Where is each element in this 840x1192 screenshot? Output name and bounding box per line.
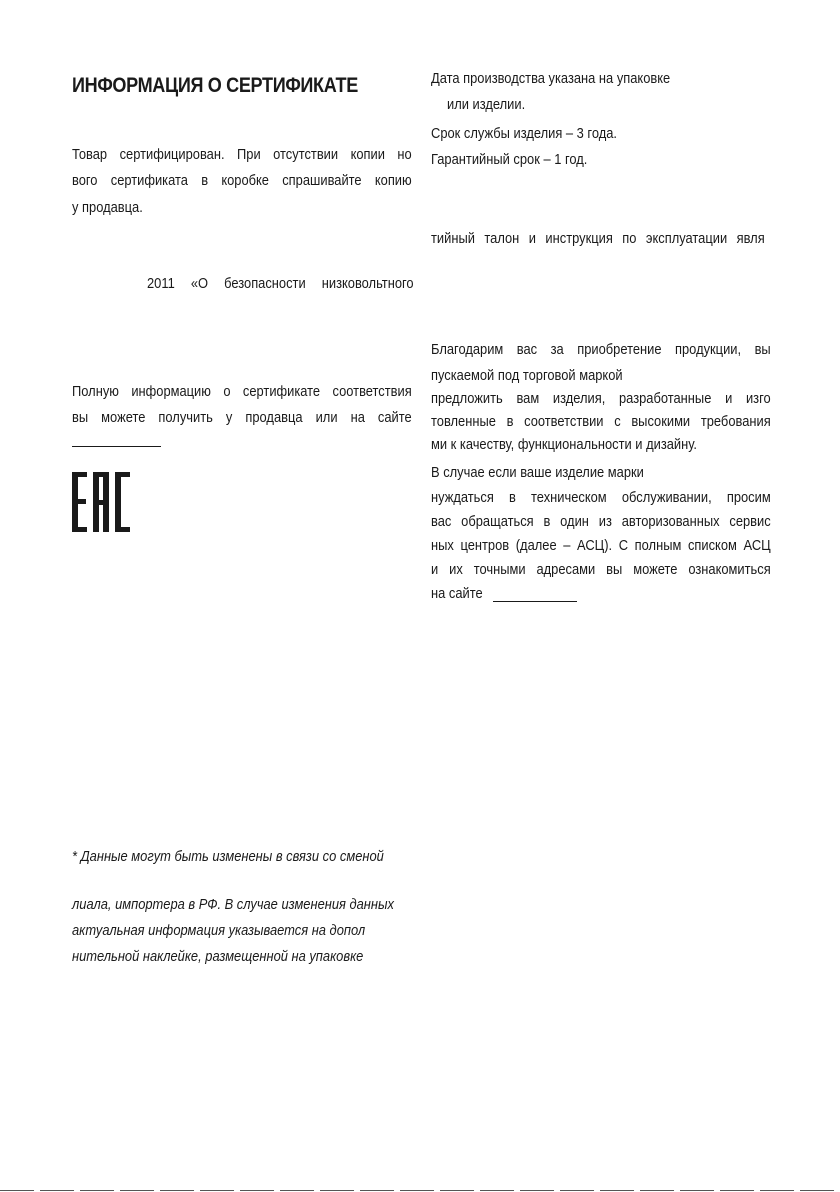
thanks-line4: товленные в соответствии с высокими требования: [431, 413, 771, 430]
thanks-line5: ми к качеству, функциональности и дизайну.: [431, 436, 697, 453]
thanks-line2: пускаемой под торговой маркой: [431, 367, 623, 384]
service-line6: на сайте: [431, 585, 483, 602]
certificate-info-line1: Полную информацию о сертификате соответствия: [72, 383, 412, 400]
footnote-line2: лиала, импортера в РФ. В случае изменения данных: [72, 896, 394, 913]
certificate-para1-line3: у продавца.: [72, 199, 143, 216]
service-website-blank-line: [493, 601, 577, 602]
warranty-docs-line: тийный талон и инструкция по эксплуатации явля: [431, 230, 765, 247]
production-date-line1: Дата производства указана на упаковке: [431, 70, 671, 87]
certificate-para1-line1: Товар сертифицирован. При отсутствии копии но: [72, 146, 412, 163]
service-line5: и их точными адресами вы можете ознакомиться: [431, 561, 771, 578]
service-line2: нуждаться в техническом обслуживании, просим: [431, 489, 771, 506]
service-line3: вас обращаться в один из авторизованных сервис: [431, 513, 771, 530]
website-blank-line: [72, 446, 161, 447]
production-date-line2: или изделии.: [447, 96, 526, 113]
thanks-line1: Благодарим вас за приобретение продукции, вы: [431, 341, 771, 358]
thanks-line3: предложить вам изделия, разработанные и изго: [431, 390, 771, 407]
warranty-term-text: Гарантийный срок – 1 год.: [431, 151, 588, 168]
footnote-line3: актуальная информация указывается на допол: [72, 922, 366, 939]
certificate-heading: ИНФОРМАЦИЯ О СЕРТИФИКАТЕ: [72, 74, 358, 97]
service-life-text: Срок службы изделия – 3 года.: [431, 125, 618, 142]
footnote-line4: нительной наклейке, размещенной на упаковке: [72, 948, 364, 965]
service-line4: ных центров (далее – АСЦ). С полным списком АСЦ: [431, 537, 771, 554]
certificate-para1-line2: вого сертификата в коробке спрашивайте копию: [72, 172, 412, 189]
service-line1: В случае если ваше изделие марки: [431, 464, 644, 481]
regulation-line: 2011 «О безопасности низковольтного: [147, 275, 414, 292]
page-bottom-edge: [0, 1190, 840, 1191]
certificate-info-line2: вы можете получить у продавца или на сайте: [72, 409, 412, 426]
eac-mark-icon: [72, 472, 130, 532]
footnote-line1: * Данные могут быть изменены в связи со сменой: [72, 848, 384, 865]
